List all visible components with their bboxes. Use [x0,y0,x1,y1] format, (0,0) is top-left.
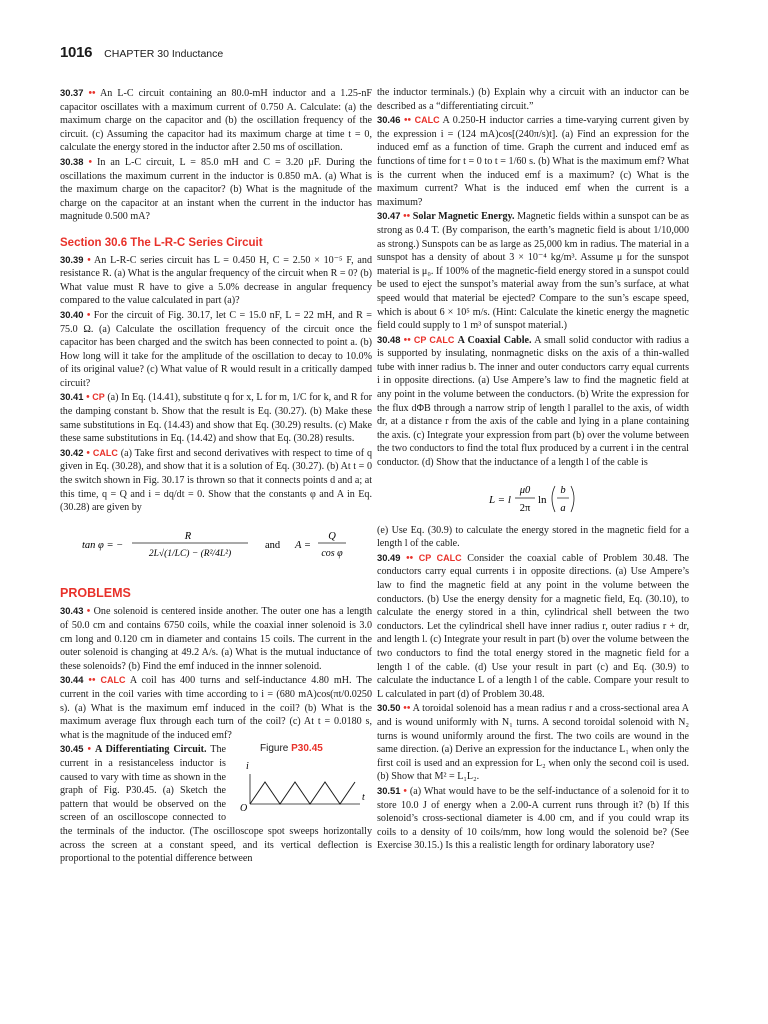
svg-text:O: O [240,802,248,814]
coax-inductance-equation [377,476,689,520]
problem-30-48-part-e: (e) Use Eq. (30.9) to calculate the energy stored in the magnetic field for a length l of the cable. [377,524,689,550]
svg-text:2L√(1/LC) − (R²/4L²): 2L√(1/LC) − (R²/4L²) [148,548,232,559]
phase-amplitude-equation [60,523,372,565]
problem-30-43: 30.43 • One solenoid is centered inside another. The outer one has a length of 50.0 cm and contains 6750 coils, while the coaxial inner solenoid is 3.0 cm long and 0.120 cm in diameter and contains 15 coils. The current in the outer solenoid is changing at 49.2 A/s. (a) What is the mutual inductance of these solenoids? (b) Find the emf induced in the innner solenoid. [60,605,373,672]
svg-text:and: and [265,539,281,551]
problem-30-45: Figure P30.45 i O t 30.45 • A Differentiating Circuit. The current in a resistanceless inductor is caused to vary with time as shown in the graph of Fig. P30.45. (a) Sketch the pattern that would be observed on the screen of an oscilloscope connected to the terminals of the inductor. (The oscilloscope spot sweeps horizontally across the screen at a constant speed, and its vertical deflection is proportional to the potential difference between [60,743,372,865]
problem-30-40: 30.40 • For the circuit of Fig. 30.17, let C = 15.0 nF, L = 22 mH, and R = 75.0 Ω. (a) Calculate the oscillation frequency of the circuit once the capacitor has been charged and the switch has been connected to point a. (b) How long will it take for the amplitude of the oscillation to decay to 10.0% of its original value? (c) What value of R would result in a critically damped circuit? [60,308,372,389]
problem-30-51: 30.51 • (a) What would have to be the self-inductance of a solenoid for it to store 10.0 J of energy when a 2.00-A current runs through it? (b) If this solenoid’s cross-sectional diameter is 4.00 cm, and if you could wrap its coils to a density of 10 coils/mm, how long would the solenoid be? (See Exercise 30.15.) Is this a realistic length for ordinary laboratory use? [377,784,690,852]
problem-30-45-continued: the inductor terminals.) (b) Explain why a circuit with an inductor can be described as a “differentiating circuit.” [377,87,689,112]
figure-caption: Figure P30.45 [260,743,323,755]
svg-text:L = l: L = l [489,493,511,506]
svg-text:tan φ = −: tan φ = − [82,539,124,551]
section-heading: Section 30.6 The L-R-C Series Circuit [60,236,263,249]
svg-text:Q: Q [328,530,336,542]
page-number: 1016 [60,44,93,61]
problem-30-48: 30.48 •• CP CALC A Coaxial Cable. A small solid conductor with radius a is supported by insulating, nonmagnetic disks on the axis of a thin-walled tube with inner radius b. The inner and outer conductors carry equal currents i in opposite directions. (a) Use Ampere’s law to find the magnetic field at any point in the volume between the conductors. (b) Write the expression for the flux dΦB through a narrow strip of length l parallel to the axis, of width dr, at a distance r from the axis of the cable and lying in a plane containing the axis. (c) Integrate your expression from part (b) over the volume between the two conductors to find the total flux produced by a current i in the central conductor. (d) Show that the inductance of a length l of the cable is [377,333,689,469]
chapter-title: CHAPTER 30 Inductance [104,48,224,60]
problem-30-49: 30.49 •• CP CALC Consider the coaxial cable of Problem 30.48. The conductors carry equal currents i in opposite directions. (a) Use Ampere’s law to find the magnetic field at any point in the volume between the conductors. (b) Use the energy density for a magnetic field, Eq. (30.10), to calculate the energy stored in a thin, cylindrical shell between the two conductors. Let the cylindrical shell have inner radius r, outer radius r + dr, and length l. (c) Integrate your result in part (b) over the volume between the two conductors to find the total energy stored in the magnetic field for a length l of the cable. (d) Use your result in part (c) and Eq. (30.9) to calculate the inductance L of a length l of the cable. Compare your result to L calculated in part (d) of Problem 30.48. [377,551,690,700]
sawtooth-graph [232,756,372,814]
sawtooth-signal [250,782,355,804]
svg-text:cos φ: cos φ [321,547,343,559]
problem-30-50: 30.50 •• A toroidal solenoid has a mean radius r and a cross-sectional area A and is wound uniformly with N₁ turns. A second toroidal solenoid with N₂ turns is wound uniformly around the first. The two coils are wound in the same direction. (a) Derive an expression for the inductance L₁ when only the first coil is used and an expression for L₂ when only the second coil is used. (b) Show that M² = L₁L₂. [377,702,689,783]
problem-30-46: 30.46 •• CALC A 0.250-H inductor carries a time-varying current given by the expression i = (124 mA)cos[(240π/s)t]. (a) Find an expression for the induced emf as a function of time. Graph the current and induced emf as functions of time for t = 0 to t = 1/60 s. (b) What is the maximum emf? What is the current when the induced emf is a maximum? (c) What is the maximum current? What is the induced emf when the current is a maximum? [377,114,689,208]
problems-heading: PROBLEMS [60,585,131,600]
svg-text:A =: A = [295,539,311,551]
svg-text:μ0: μ0 [519,484,531,496]
svg-text:b: b [560,484,566,496]
problem-30-41: 30.41 • CP (a) In Eq. (14.41), substitute q for x, L for m, 1/C for k, and R for the damping constant b. Show that the result is Eq. (30.27). (b) Make these same substitutions in Eq. (14.43) and show that Eq. (30.29) results. (c) Make these same substitutions in Eq. (14.42) and show that Eq. (30.28) results. [60,391,372,445]
svg-text:i: i [246,760,249,772]
page-header [60,44,710,66]
problem-30-37: 30.37 •• An L-C circuit containing an 80.0-mH inductor and a 1.25-nF capacitor oscillates with a maximum current of 0.750 A. Calculate: (a) the maximum charge on the capacitor and (b) the oscillation frequency of the circuit. (c) Assuming the capacitor had its maximum charge at time t = 0, calculate the energy stored in the inductor after 2.50 ms of oscillation. [60,87,372,154]
problem-30-42: 30.42 • CALC (a) Take first and second derivatives with respect to time of q given in Eq. (30.28), and show that it is a solution of Eq. (30.27). (b) At t = 0 the switch shown in Fig. 30.17 is thrown so that it connects points d and a; at this time, q = Q and i = dq/dt = 0. Show that the constants φ and A in Eq. (30.28) are given by [60,446,372,514]
svg-text:ln: ln [538,493,547,506]
svg-text:2π: 2π [519,502,531,514]
left-column [60,86,372,866]
svg-text:R: R [184,530,192,542]
problem-30-44: 30.44 •• CALC A coil has 400 turns and self-inductance 4.80 mH. The current in the coil varies with time according to i = (680 mA)cos(πt/0.0250 s). (a) What is the maximum emf induced in the coil? (b) What is the maximum average flux through each turn of the coil? (c) At t = 0.0180 s, what is the magnitude of the induced emf? [60,674,373,741]
problem-30-38: 30.38 • In an L-C circuit, L = 85.0 mH and C = 3.20 μF. During the oscillations the maximum current in the inductor is 0.850 mA. (a) What is the maximum charge on the capacitor? (b) What is the magnitude of the charge on the capacitor at an instant when the current in the inductor has magnitude 0.500 mA? [60,155,372,223]
problem-30-47: 30.47 •• Solar Magnetic Energy. Magnetic fields within a sunspot can be as strong as 0.4 T. (By comparison, the earth’s magnetic field is about 1/10,000 as strong.) Sunspots can be as large as 25,000 km in radius. The material in a sunspot has a density of about 3 × 10⁻⁴ kg/m³. Assume μ for the sunspot material is μ₀. If 100% of the magnetic-field energy stored in a sunspot could be used to eject the sunspot’s material away from the sun’s surface, at what speed would that material be ejected? Compare to the sun’s escape speed, which is about 6 × 10⁵ m/s. (Hint: Calculate the kinetic energy the magnetic field could supply to 1 m³ of sunspot material.) [377,210,689,332]
problem-30-39: 30.39 • An L-R-C series circuit has L = 0.450 H, C = 2.50 × 10⁻⁵ F, and resistance R. (a) What is the angular frequency of the circuit when R = 0? (b) What value must R have to give a 5.0% decrease in angular frequency compared to the value calculated in part (a)? [60,253,372,307]
right-column [377,86,689,853]
svg-text:a: a [560,502,566,514]
svg-text:t: t [362,791,365,803]
figure-p30-45 [232,742,372,816]
